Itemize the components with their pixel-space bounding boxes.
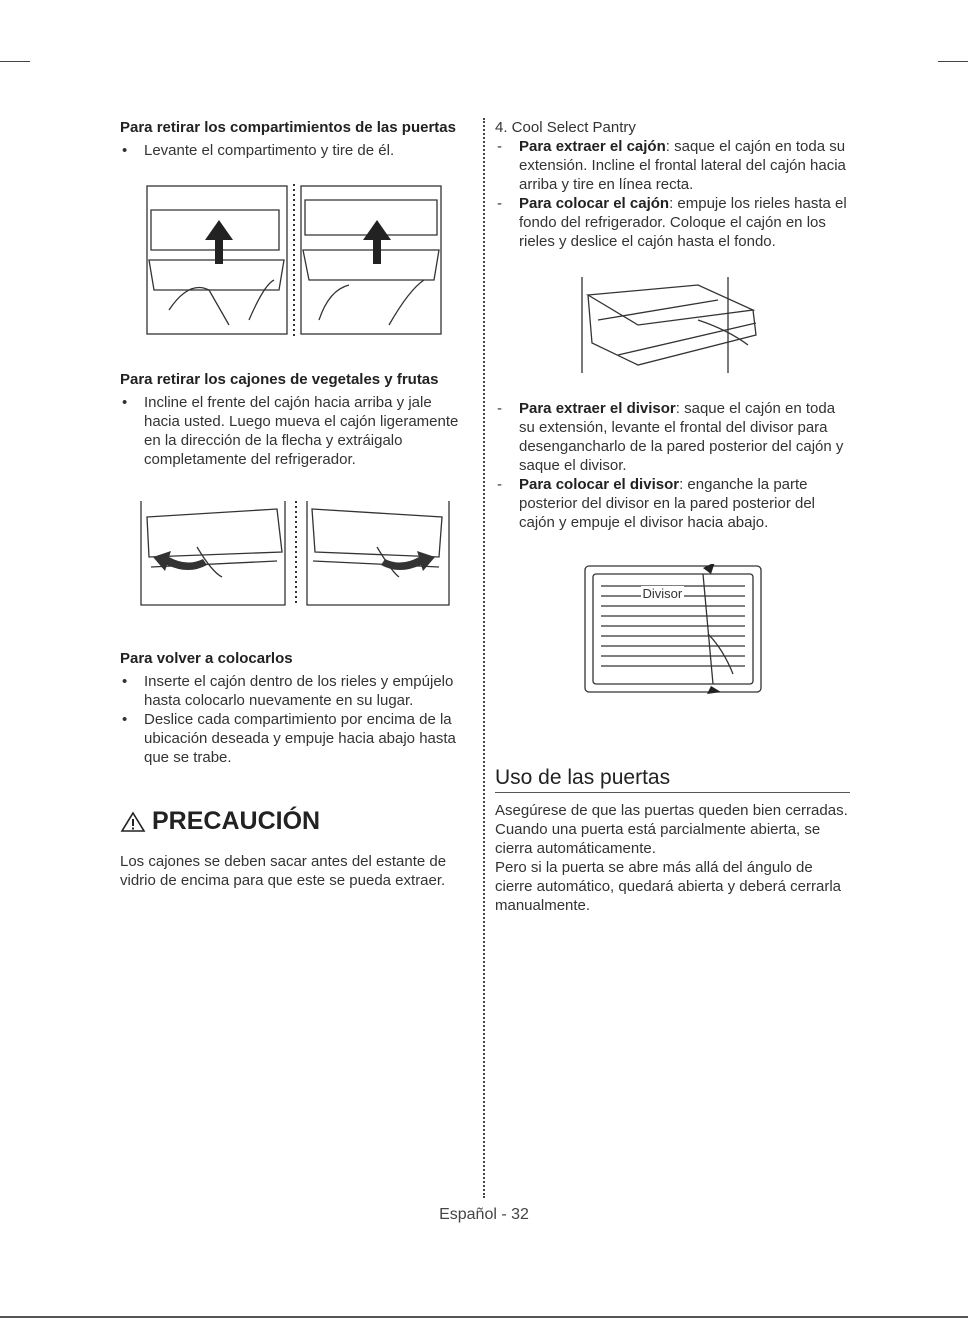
caution-block xyxy=(120,807,470,890)
instruction-label: Para extraer el cajón xyxy=(519,138,666,155)
bullet-item: • Levante el compartimento y tire de él. xyxy=(120,141,470,160)
doors-paragraph-2: Cuando una puerta está parcialmente abierta, se cierra automáticamente. xyxy=(495,821,821,857)
instruction-text: : enganche la parte posterior del divisor en la pared posterior del cajón y empuje el divisor hacia abajo. xyxy=(519,476,815,531)
warning-triangle-icon xyxy=(120,811,146,833)
figure-pantry-drawer xyxy=(578,275,768,375)
doors-paragraph-3: Pero si la puerta se abre más allá del ángulo de cierre automático, quedará abierta y deberá cerrarla manualmente. xyxy=(495,859,842,914)
instruction-label: Para colocar el cajón xyxy=(519,195,670,212)
instruction-label: Para colocar el divisor xyxy=(519,476,680,493)
instruction-text: : empuje los rieles hasta el fondo del refrigerador. Coloque el cajón en los rieles y deslice el cajón hasta el fondo. xyxy=(519,195,847,250)
left-column xyxy=(120,118,470,890)
pantry-instructions xyxy=(495,137,850,251)
bullets-reinstall xyxy=(120,672,470,767)
instruction-remove-divider xyxy=(495,399,850,475)
figure-crisper-drawers xyxy=(137,497,453,609)
instruction-label: Para extraer el divisor xyxy=(519,400,676,417)
bullets-door-bins xyxy=(120,141,470,160)
item-cool-select-pantry: 4. Cool Select Pantry xyxy=(495,119,636,136)
bullets-crisper xyxy=(120,393,470,469)
instruction-text: : saque el cajón en toda su extensión, levante el frontal del divisor para desengancharlo de la pared posterior del cajón y saque el divisor. xyxy=(519,400,844,474)
page-footer: Español - 32 xyxy=(439,1206,529,1223)
instruction-remove-drawer xyxy=(495,137,850,194)
divider-callout-label: Divisor xyxy=(642,586,683,601)
section-title-doors: Uso de las puertas xyxy=(495,766,850,793)
divisor-instructions xyxy=(495,399,850,532)
crop-mark-right xyxy=(938,61,968,62)
heading-remove-door-bins: Para retirar los compartimientos de las puertas xyxy=(120,119,456,136)
figure-divider xyxy=(583,564,763,694)
figure-divider-drawing xyxy=(583,564,763,694)
crop-mark-left xyxy=(0,61,30,62)
doors-section xyxy=(495,766,850,915)
bottom-rule xyxy=(0,1316,968,1318)
heading-reinstall: Para volver a colocarlos xyxy=(120,650,293,667)
caution-text: Los cajones se deben sacar antes del estante de vidrio de encima para que este se pueda extraer. xyxy=(120,853,447,889)
bullet-item: • Incline el frente del cajón hacia arriba y jale hacia usted. Luego mueva el cajón ligeramente en la dirección de la flecha y extráigalo completamente del refrigerador. xyxy=(120,393,470,469)
caution-title xyxy=(120,807,470,836)
instruction-place-drawer xyxy=(495,194,850,251)
figure-door-bins xyxy=(139,180,451,340)
instruction-text: : saque el cajón en toda su extensión. Incline el frontal lateral del cajón hacia arriba y tire en línea recta. xyxy=(519,138,846,193)
bullet-item: • Inserte el cajón dentro de los rieles y empújelo hasta colocarlo nuevamente en su lugar. xyxy=(120,672,470,710)
doors-paragraph-1: Asegúrese de que las puertas queden bien cerradas. xyxy=(495,802,848,819)
bullet-item: • Deslice cada compartimiento por encima de la ubicación deseada y empuje hacia abajo hasta que se trabe. xyxy=(120,710,470,767)
column-divider xyxy=(483,118,485,1198)
right-column xyxy=(495,118,850,915)
caution-title-text: PRECAUCIÓN xyxy=(152,807,321,835)
instruction-place-divider xyxy=(495,475,850,532)
heading-remove-crisper: Para retirar los cajones de vegetales y frutas xyxy=(120,371,439,388)
